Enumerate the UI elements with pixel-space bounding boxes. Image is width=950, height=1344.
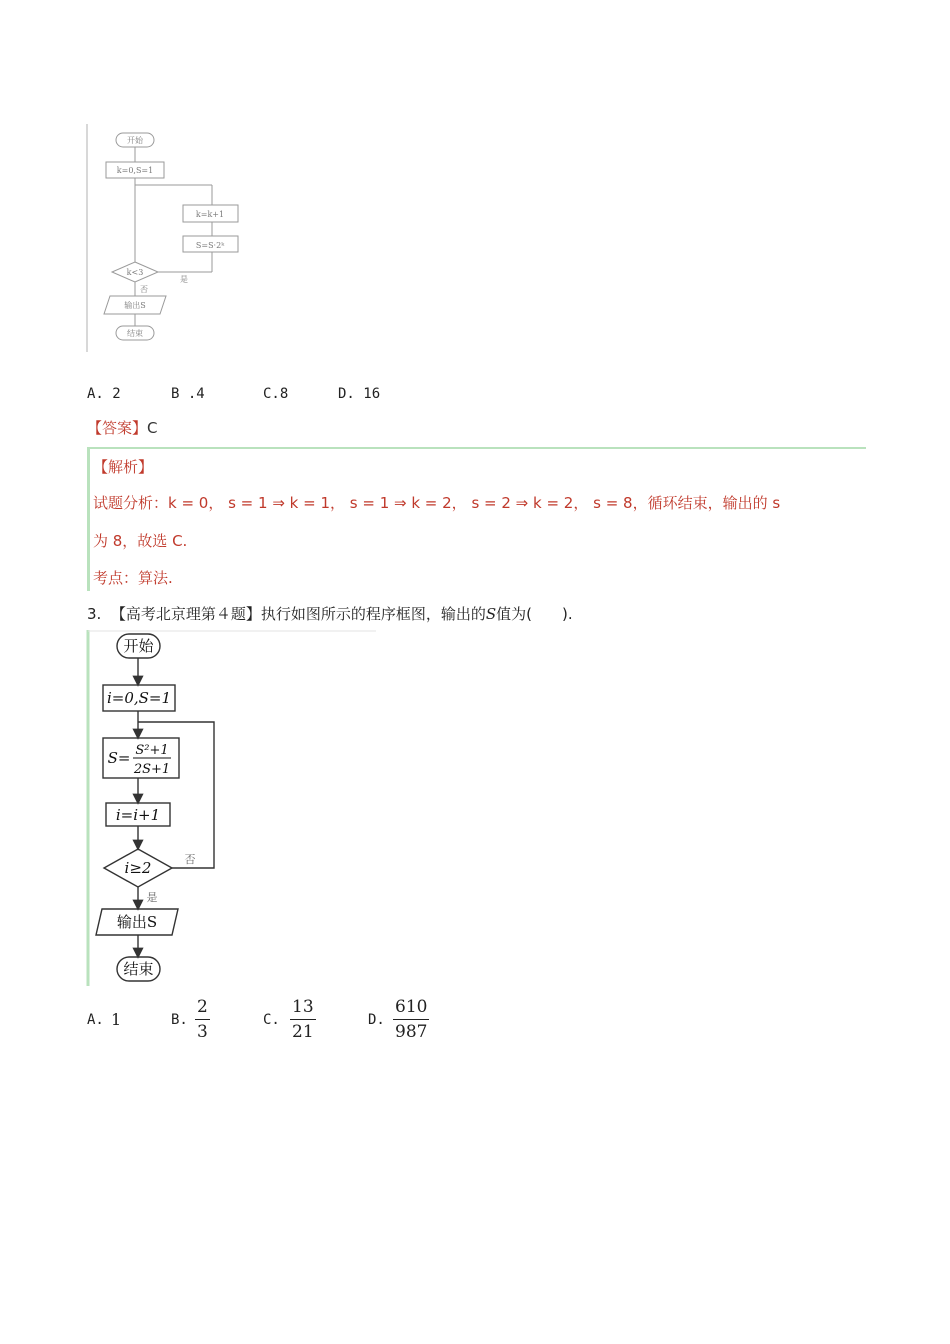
flowchart-2	[86, 630, 376, 990]
analysis-tag: 【解析】	[93, 458, 154, 476]
analysis-line-3: 考点：算法.	[93, 569, 173, 587]
analysis-line-2: 为 8，故选 C.	[93, 532, 188, 550]
answer-line	[87, 417, 158, 438]
flowchart-1	[86, 124, 246, 354]
fc1-update-s: S=S·2ᵏ	[195, 241, 225, 250]
q3-option-d-den: 987	[395, 1022, 428, 1042]
q2-option-b: B .4	[171, 386, 205, 402]
q3-option-a-value: 1	[111, 1010, 122, 1029]
analysis-box	[87, 447, 866, 591]
fc2-output: 输出S	[116, 913, 158, 931]
q3-option-b-label: B.	[171, 1012, 188, 1028]
q3-option-d-num: 610	[395, 997, 428, 1017]
fc2-no: 否	[184, 853, 196, 866]
fc1-output: 输出S	[124, 301, 146, 310]
analysis-line-1: 试题分析：k = 0， s = 1 ⇒ k = 1， s = 1 ⇒ k = 2， s = 2 ⇒ k = 2， s = 8，循环结束，输出的 s	[93, 494, 781, 512]
q3-option-c-num: 13	[292, 997, 314, 1017]
q3-option-c-label: C.	[263, 1012, 280, 1028]
q3-option-a-label: A.	[87, 1012, 104, 1028]
fc2-start: 开始	[123, 637, 154, 655]
q3-stem	[87, 603, 573, 624]
q3-var: S	[485, 605, 497, 623]
q3-source: 【高考北京理第４题】	[110, 605, 261, 623]
fraction-bar	[195, 1019, 210, 1020]
fc1-end: 结束	[127, 329, 143, 338]
q2-option-d: D. 16	[338, 386, 381, 402]
q3-tail: 值为( ).	[496, 605, 573, 623]
q3-number: 3.	[87, 605, 102, 623]
q3-option-b-den: 3	[197, 1022, 208, 1042]
fc1-no: 否	[140, 285, 148, 294]
fc1-cond: k<3	[126, 268, 144, 277]
q3-option-d-label: D.	[368, 1012, 385, 1028]
answer-tag: 【答案】	[87, 419, 148, 437]
q2-option-c: C.8	[263, 386, 289, 402]
fc2-cond: i≥2	[124, 859, 152, 877]
fc2-assign-num: S²+1	[135, 743, 169, 758]
fc2-end: 结束	[123, 960, 154, 978]
fc2-init: i=0,S=1	[106, 689, 172, 707]
answer-value: C	[147, 419, 158, 437]
q3-option-b-num: 2	[197, 997, 208, 1017]
q3-text: 执行如图所示的程序框图，输出的	[260, 605, 486, 623]
fc1-yes: 是	[180, 275, 188, 284]
q3-option-d-fraction	[393, 997, 429, 1042]
fraction-bar	[290, 1019, 316, 1020]
fraction-bar	[393, 1019, 429, 1020]
fc2-assign-lhs: S=	[107, 749, 131, 767]
q3-option-b-fraction	[195, 997, 210, 1042]
fc2-assign-den: 2S+1	[133, 762, 171, 777]
q3-option-c-den: 21	[292, 1022, 314, 1042]
fc2-yes: 是	[146, 891, 158, 904]
q2-option-a: A. 2	[87, 386, 121, 402]
fc1-init: k=0,S=1	[116, 166, 154, 175]
fc1-update-k: k=k+1	[195, 210, 225, 219]
q3-option-c-fraction	[290, 997, 316, 1042]
fc2-incr: i=i+1	[115, 806, 161, 824]
fc1-start: 开始	[127, 136, 143, 145]
